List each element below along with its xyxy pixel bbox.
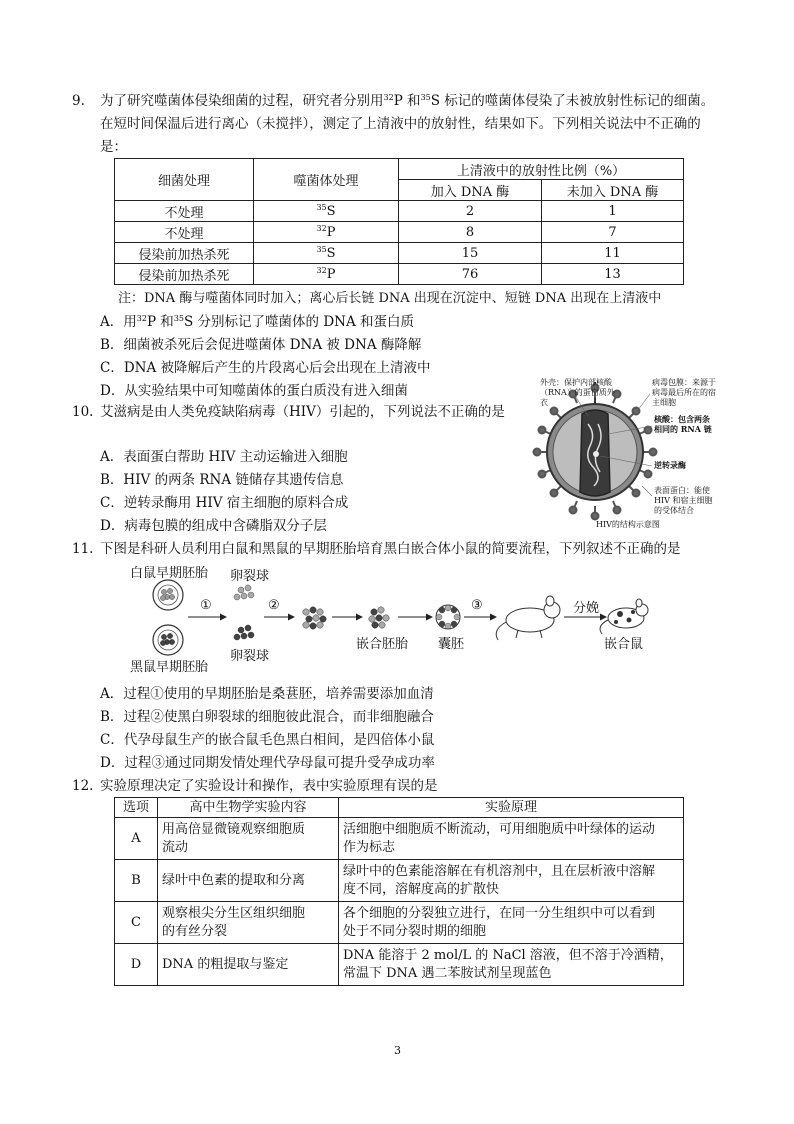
label-white-embryo: 白鼠早期胚胎 <box>130 566 209 581</box>
label-envelope: 病毒包膜：来源于病毒最后所在的宿主细胞 <box>652 378 716 407</box>
q9-results-table <box>114 158 684 285</box>
q10-option-b: B．HIV 的两条 RNA 链储存其遗传信息 <box>100 472 344 488</box>
mixed-cluster-icon <box>303 607 326 629</box>
q11-option-c: C．代孕母鼠生产的嵌合鼠毛色黑白相间，是四倍体小鼠 <box>100 732 435 748</box>
blastomere-top-icon <box>234 585 254 600</box>
q10-option-c: C．逆转录酶用 HIV 宿主细胞的原料合成 <box>100 495 349 511</box>
cell-phage: $^{32}$P <box>254 222 399 243</box>
q9-stem-line2: 在短时间保温后进行离心（未搅拌），测定了上清液中的放射性，结果如下。下列相关说法中不正确的 <box>100 116 701 132</box>
cell-principle: 绿叶中的色素能溶解在有机溶剂中，且在层析液中溶解 度不同，溶解度高的扩散快 <box>339 860 684 902</box>
table-row <box>115 860 684 902</box>
q9-header-bacteria: 细菌处理 <box>115 159 254 201</box>
reverse-transcriptase-icon <box>593 451 599 457</box>
table-row <box>115 944 684 986</box>
cell-without: 11 <box>542 243 684 264</box>
white-embryo-icon <box>153 580 183 610</box>
cell-bacteria: 侵染前加热杀死 <box>115 243 254 264</box>
q10-number: 10. <box>72 404 94 420</box>
cell-principle: 各个细胞的分裂独立进行，在同一分生组织中可以看到 处于不同分裂时期的细胞 <box>339 902 684 944</box>
cell-content: 绿叶中色素的提取和分离 <box>158 860 339 902</box>
q9-option-a: A．用$^{32}$P 和$^{35}$S 分别标记了噬菌体的 DNA 和蛋白质 <box>100 314 415 330</box>
cell-option: C <box>115 902 158 944</box>
cell-principle: 活细胞中细胞质不断流动，可用细胞质中叶绿体的运动 作为标志 <box>339 818 684 860</box>
q9-header-with-dnase: 加入 DNA 酶 <box>399 180 542 201</box>
cell-with: 76 <box>399 264 542 285</box>
cell-bacteria: 侵染前加热杀死 <box>115 264 254 285</box>
table-row <box>115 201 684 222</box>
chimeric-mouse-icon <box>600 599 648 634</box>
q12-header-principle: 实验原理 <box>339 798 684 818</box>
cell-option: B <box>115 860 158 902</box>
cell-without: 1 <box>542 201 684 222</box>
cell-phage: $^{35}$S <box>254 243 399 264</box>
label-delivery: 分娩 <box>573 601 600 616</box>
label-blastocyst: 囊胚 <box>438 637 465 652</box>
q9-option-b: B．细菌被杀死后会促进噬菌体 DNA 被 DNA 酶降解 <box>100 337 422 353</box>
q11-option-b: B．过程②使黑白卵裂球的细胞彼此混合，而非细胞融合 <box>100 709 434 725</box>
chimeric-mouse-flowchart <box>126 560 666 675</box>
label-chimeric-embryo: 嵌合胚胎 <box>356 637 409 652</box>
label-surface-protein: 表面蛋白：能使 HIV 和宿主细胞的受体结合 <box>654 486 713 515</box>
label-blastomere-bottom: 卵裂球 <box>230 649 270 664</box>
black-embryo-icon <box>153 625 183 655</box>
blastocyst-icon <box>436 605 460 629</box>
q10-stem: 艾滋病是由人类免疫缺陷病毒（HIV）引起的，下列说法不正确的是 <box>100 404 505 420</box>
label-step3: ③ <box>471 598 483 613</box>
cell-bacteria: 不处理 <box>115 201 254 222</box>
cell-option: A <box>115 818 158 860</box>
q9-stem-line1: 为了研究噬菌体侵染细菌的过程，研究者分别用$^{32}$P 和$^{35}$S 标记的噬菌体侵染了未被放射性标记的细菌。 <box>100 93 715 109</box>
q11-option-d: D．过程③通过同期发情处理代孕母鼠可提升受孕成功率 <box>100 755 435 771</box>
label-reverse-transcriptase: 逆转录酶 <box>654 460 686 470</box>
cell-with: 8 <box>399 222 542 243</box>
q9-header-ratio: 上清液中的放射性比例（%） <box>399 159 684 180</box>
q12-stem: 实验原理决定了实验设计和操作，表中实验原理有误的是 <box>100 778 438 794</box>
label-chimeric-mouse: 嵌合鼠 <box>604 637 644 652</box>
cell-option: D <box>115 944 158 986</box>
cell-content: 用高倍显微镜观察细胞质 流动 <box>158 818 339 860</box>
q9-option-c: C．DNA 被降解后产生的片段离心后会出现在上清液中 <box>100 360 431 376</box>
table-row <box>115 902 684 944</box>
q9-header-without-dnase: 未加入 DNA 酶 <box>542 180 684 201</box>
surrogate-mouse-icon <box>496 596 560 640</box>
hiv-structure-figure <box>530 374 716 534</box>
q10-option-a: A．表面蛋白帮助 HIV 主动运输进入细胞 <box>100 449 348 465</box>
label-shell: 外壳：保护内部核酸（RNA）的蛋白质外衣 <box>540 378 615 407</box>
cell-phage: $^{35}$S <box>254 201 399 222</box>
q9-stem-line3: 是： <box>100 139 127 155</box>
q11-number: 11. <box>72 541 94 557</box>
cell-content: DNA 的粗提取与鉴定 <box>158 944 339 986</box>
label-step1: ① <box>200 598 212 613</box>
q12-number: 12. <box>72 778 94 794</box>
page-number: 3 <box>394 1044 401 1057</box>
cell-with: 15 <box>399 243 542 264</box>
table-row <box>115 818 684 860</box>
table-row <box>115 222 684 243</box>
label-core: 核酸：包含两条相同的 RNA 链 <box>654 414 712 434</box>
cell-with: 2 <box>399 201 542 222</box>
q9-number: 9. <box>72 93 85 109</box>
label-step2: ② <box>268 598 280 613</box>
blastomere-bottom-icon <box>234 625 254 640</box>
chimeric-embryo-icon <box>369 607 389 628</box>
cell-principle: DNA 能溶于 2 mol/L 的 NaCl 溶液，但不溶于冷酒精， 常温下 DNA 遇二苯胺试剂呈现蓝色 <box>339 944 684 986</box>
q11-stem: 下图是科研人员利用白鼠和黑鼠的早期胚胎培育黑白嵌合体小鼠的简要流程，下列叙述不正确的是 <box>100 541 681 557</box>
q12-header-option: 选项 <box>115 798 158 818</box>
q12-header-content: 高中生物学实验内容 <box>158 798 339 818</box>
q9-note: 注：DNA 酶与噬菌体同时加入；离心后长链 DNA 出现在沉淀中、短链 DNA 出现在上清液中 <box>118 291 662 306</box>
cell-content: 观察根尖分生区组织细胞 的有丝分裂 <box>158 902 339 944</box>
label-blastomere-top: 卵裂球 <box>230 569 270 584</box>
cell-bacteria: 不处理 <box>115 222 254 243</box>
cell-without: 7 <box>542 222 684 243</box>
q9-option-d: D．从实验结果中可知噬菌体的蛋白质没有进入细菌 <box>100 383 408 399</box>
q9-header-phage: 噬菌体处理 <box>254 159 399 201</box>
figure-caption: HIV的结构示意图 <box>596 520 660 529</box>
q10-option-d: D．病毒包膜的组成中含磷脂双分子层 <box>100 518 327 534</box>
table-row <box>115 243 684 264</box>
q12-experiment-table <box>114 797 684 986</box>
cell-without: 13 <box>542 264 684 285</box>
table-row <box>115 264 684 285</box>
label-black-embryo: 黑鼠早期胚胎 <box>130 660 209 675</box>
q11-option-a: A．过程①使用的早期胚胎是桑葚胚，培养需要添加血清 <box>100 686 434 702</box>
cell-phage: $^{32}$P <box>254 264 399 285</box>
